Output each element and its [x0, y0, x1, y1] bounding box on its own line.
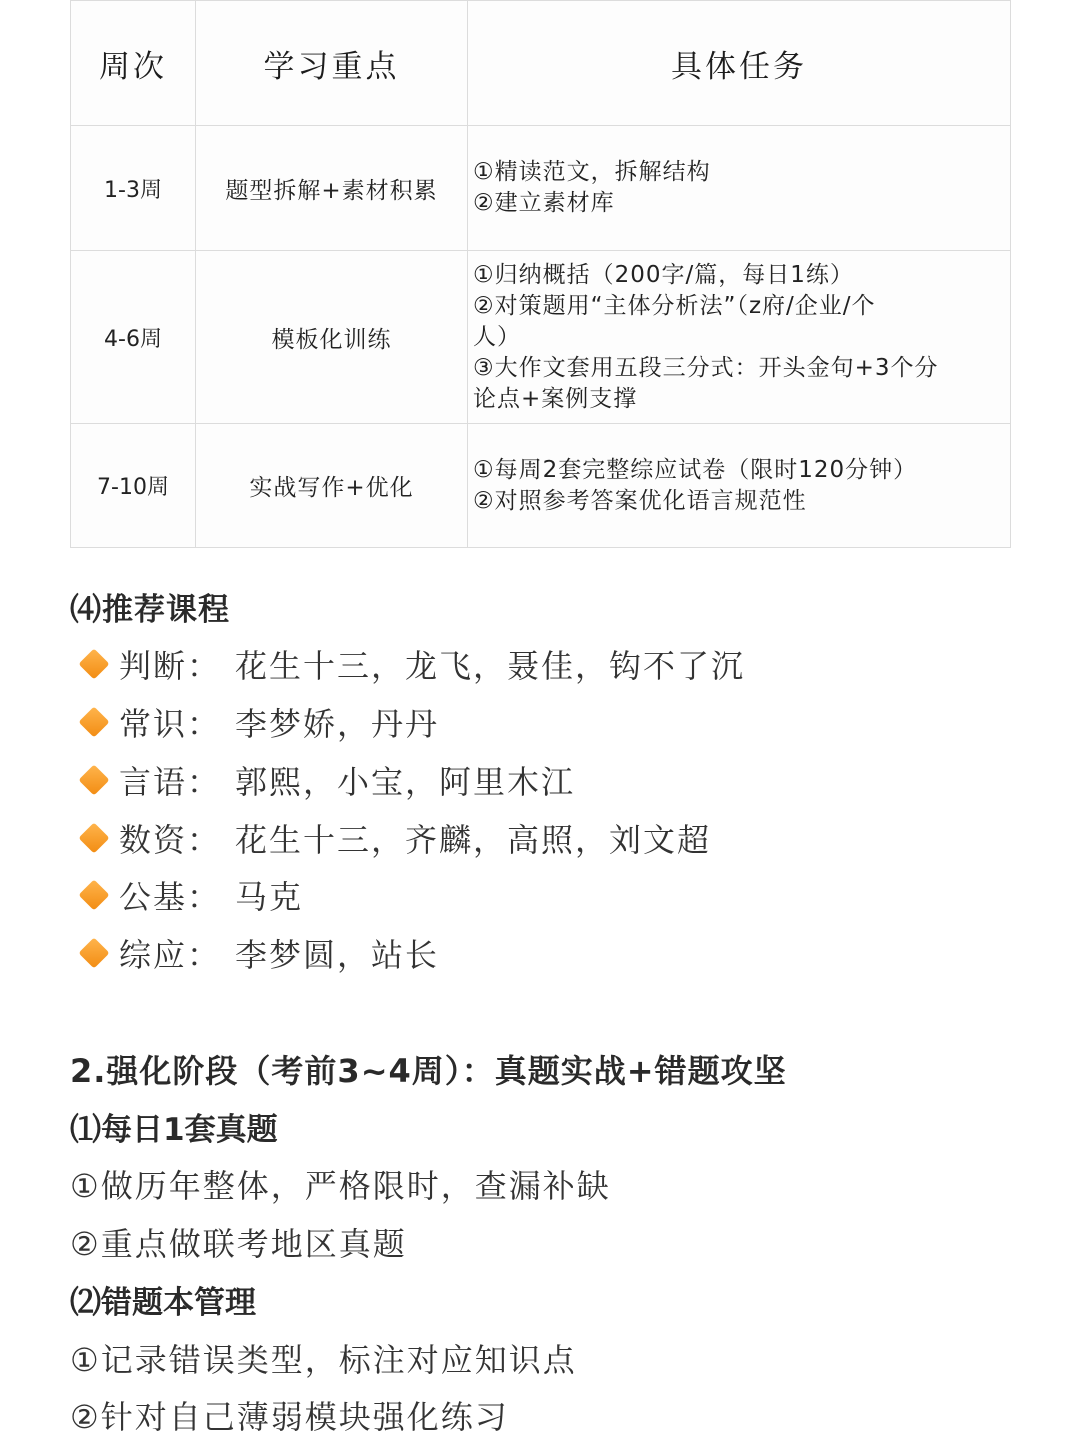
table-row [71, 424, 1011, 548]
course-category: 综应： [119, 936, 222, 974]
course-item [78, 699, 439, 745]
sub2-line: ①记录错误类型，标注对应知识点 [70, 1341, 577, 1379]
task-line: ②对策题用“主体分析法”（z府/企业/个 [473, 292, 876, 319]
tasks-cell [468, 424, 1011, 548]
week-cell: 7-10周 [71, 424, 196, 548]
tasks-cell [468, 126, 1011, 251]
stage2-title: 2.强化阶段（考前3~4周）：真题实战+错题攻坚 [70, 1052, 787, 1090]
orange-diamond-icon [78, 648, 109, 679]
course-item [78, 641, 745, 687]
orange-diamond-icon [78, 822, 109, 853]
task-line: ①精读范文，拆解结构 [473, 159, 711, 185]
focus-cell: 模板化训练 [196, 251, 468, 424]
course-category: 言语： [119, 763, 222, 801]
course-teachers: 花生十三，齐麟，高照，刘文超 [235, 821, 712, 859]
course-teachers: 李梦娇，丹丹 [235, 705, 440, 743]
table-row [71, 126, 1011, 251]
sub1-line: ②重点做联考地区真题 [70, 1225, 407, 1263]
table-row [71, 251, 1011, 424]
study-plan-table [70, 0, 1011, 548]
orange-diamond-icon [78, 706, 109, 737]
orange-diamond-icon [78, 879, 109, 910]
course-item [78, 872, 303, 918]
course-category: 判断： [119, 647, 222, 685]
course-category: 常识： [119, 705, 222, 743]
course-teachers: 李梦圆，站长 [235, 936, 440, 974]
header-week: 周次 [71, 1, 196, 126]
course-teachers: 花生十三，龙飞，聂佳，钩不了沉 [235, 647, 746, 685]
header-focus: 学习重点 [196, 1, 468, 126]
courses-heading: ⑷推荐课程 [70, 592, 230, 628]
header-tasks: 具体任务 [468, 1, 1011, 126]
sub2-line: ②针对自己薄弱模块强化练习 [70, 1398, 509, 1436]
table-header-row [71, 1, 1011, 126]
course-teachers: 郭熙，小宝，阿里木江 [235, 763, 576, 801]
course-item [78, 757, 575, 803]
course-item [78, 930, 439, 976]
task-line: ①每周2套完整综应试卷（限时120分钟） [473, 456, 918, 483]
course-category: 数资： [119, 821, 222, 859]
sub1-line: ①做历年整体，严格限时，查漏补缺 [70, 1167, 611, 1205]
week-cell: 1-3周 [71, 126, 196, 251]
course-item [78, 815, 711, 861]
tasks-cell [468, 251, 1011, 424]
week-cell: 4-6周 [71, 251, 196, 424]
sub1-heading: ⑴每日1套真题 [70, 1112, 278, 1148]
orange-diamond-icon [78, 937, 109, 968]
task-line: 人） [473, 323, 521, 350]
focus-cell: 实战写作+优化 [196, 424, 468, 548]
course-teachers: 马克 [235, 878, 304, 916]
focus-cell: 题型拆解+素材积累 [196, 126, 468, 251]
task-line: ②对照参考答案优化语言规范性 [473, 487, 807, 514]
task-line: ②建立素材库 [473, 190, 615, 216]
task-line: ③大作文套用五段三分式：开头金句+3个分 [473, 354, 939, 381]
course-category: 公基： [119, 878, 222, 916]
sub2-heading: ⑵错题本管理 [70, 1285, 256, 1321]
task-line: ①归纳概括（200字/篇，每日1练） [473, 261, 854, 288]
task-line: 论点+案例支撑 [473, 385, 638, 412]
orange-diamond-icon [78, 764, 109, 795]
